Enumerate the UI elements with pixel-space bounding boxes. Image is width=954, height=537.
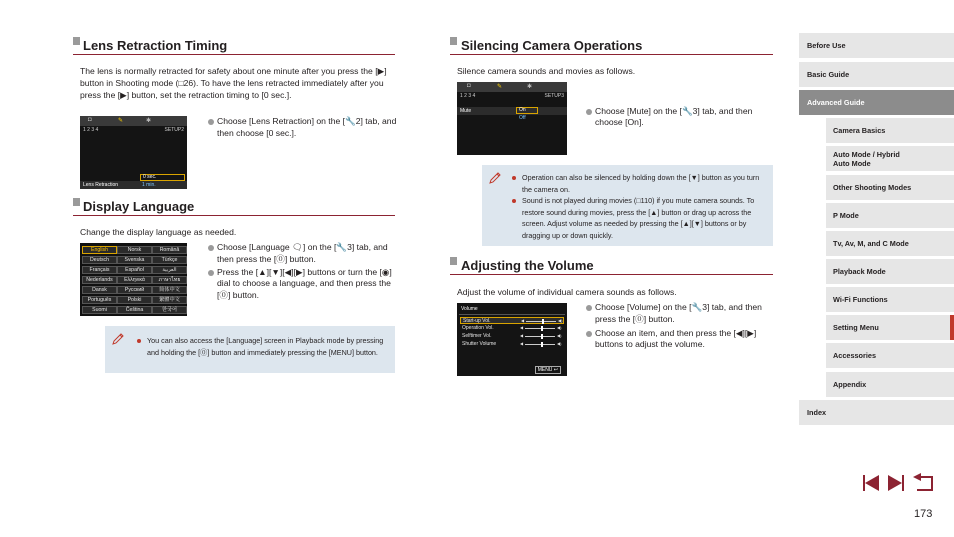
- sidebar-item-camera-basics[interactable]: [826, 118, 954, 143]
- sidebar-item-label: Tv, Av, M, and C Mode: [833, 239, 909, 248]
- language-option: Türkçe: [152, 256, 187, 264]
- silencing-note-1: Operation can also be silenced by holding down the [▼] button as you turn the camera on.: [512, 172, 768, 195]
- volume-level-marker: [541, 342, 543, 347]
- arrow-left-icon: ◀: [521, 318, 525, 323]
- sidebar-item-setting-menu[interactable]: [826, 315, 954, 340]
- lens-step-1: Choose [Lens Retraction] on the [🔧2] tab, and then choose [0 sec.].: [208, 116, 398, 140]
- language-option: Čeština: [117, 306, 152, 314]
- next-page-button[interactable]: [886, 473, 906, 493]
- sidebar-item-auto-mode-hybrid-auto-mode[interactable]: [826, 146, 954, 171]
- language-option: Ελληνικά: [117, 276, 152, 284]
- screen-option-1min: 1 min.: [142, 182, 156, 188]
- section-marker: [450, 37, 457, 45]
- wrench-icon: ✎: [497, 84, 503, 90]
- language-steps: [208, 242, 398, 303]
- language-option: Deutsch: [82, 256, 117, 264]
- volume-row-label: Shutter Volume: [462, 341, 497, 347]
- volume-row-label: Operation Vol.: [462, 325, 494, 331]
- volume-step-1: Choose [Volume] on the [🔧3] tab, and then press the [⓪] button.: [586, 302, 776, 326]
- language-note-box: [105, 326, 395, 373]
- arrow-left-icon: [861, 473, 881, 493]
- pencil-icon: [111, 332, 125, 346]
- sidebar-item-label: Camera Basics: [833, 126, 886, 135]
- language-option: ภาษาไทย: [152, 276, 187, 284]
- language-option: Polski: [117, 296, 152, 304]
- silencing-note-box: [482, 165, 773, 246]
- language-option: Português: [82, 296, 117, 304]
- language-note-text: You can also access the [Language] screen in Playback mode by pressing and holding the [⓪] button and immediately pressing the [MENU] button.: [137, 335, 389, 358]
- speaker-icon: ◀): [557, 333, 562, 338]
- sidebar-item-accessories[interactable]: [826, 343, 954, 368]
- sidebar-item-label: Advanced Guide: [807, 98, 865, 107]
- sidebar-item-label: Index: [807, 408, 827, 417]
- language-option: English: [82, 246, 117, 254]
- language-step-2: Press the [▲][▼][◀][▶] buttons or turn the [◉] dial to choose a language, and then press the [⓪] button.: [208, 267, 398, 302]
- volume-step-2: Choose an item, and then press the [◀][▶] buttons to adjust the volume.: [586, 328, 776, 352]
- language-option: Français: [82, 266, 117, 274]
- volume-row: [460, 333, 564, 340]
- section-marker: [450, 257, 457, 265]
- return-button[interactable]: [912, 473, 934, 493]
- sidebar-item-label: Other Shooting Modes: [833, 183, 912, 192]
- language-intro-text: Change the display language as needed.: [80, 227, 237, 237]
- sidebar-item-p-mode[interactable]: [826, 203, 954, 228]
- sidebar-item-label: Auto Mode / Hybrid Auto Mode: [833, 149, 900, 168]
- speaker-icon: ◀): [557, 341, 562, 346]
- section-underline: [450, 54, 773, 55]
- section-underline: [73, 215, 395, 216]
- screen-tab-numbers: 1 2 3 4: [83, 127, 99, 133]
- sidebar-item-label: Playback Mode: [833, 267, 886, 276]
- volume-row: [460, 325, 564, 332]
- sidebar-item-tv-av-m-and-c-mode[interactable]: [826, 231, 954, 256]
- screen-tab-label: SETUP3: [544, 93, 564, 99]
- camera-icon: ◘: [467, 83, 471, 89]
- screen-selected-row: [457, 107, 567, 115]
- language-option: Română: [152, 246, 187, 254]
- volume-screen: [457, 303, 567, 376]
- section-marker: [73, 37, 80, 45]
- volume-level-marker: [542, 319, 544, 324]
- screen-row-label: Lens Retraction: [83, 182, 119, 188]
- screen-option-on: On: [516, 107, 538, 114]
- language-option: 한국어: [152, 306, 187, 314]
- volume-row: [460, 341, 564, 348]
- camera-icon: ◘: [88, 117, 92, 123]
- language-step-1: Choose [Language 🗨] on the [🔧3] tab, and then press the [⓪] button.: [208, 242, 398, 266]
- current-section-marker: [950, 315, 954, 340]
- silencing-step-1: Choose [Mute] on the [🔧3] tab, and then choose [On].: [586, 106, 776, 130]
- section-title-silencing: Silencing Camera Operations: [461, 38, 643, 53]
- sidebar-item-index[interactable]: [799, 400, 954, 425]
- sidebar-item-label: P Mode: [833, 211, 859, 220]
- language-option: Dansk: [82, 286, 117, 294]
- sidebar-item-basic-guide[interactable]: [799, 62, 954, 87]
- volume-steps: [586, 302, 776, 352]
- volume-level-marker: [541, 326, 543, 331]
- arrow-left-icon: ◀: [520, 325, 524, 330]
- silencing-note-2: Sound is not played during movies (□110) if you mute camera sounds. To restore sound during movies, press the [▲] button or drag up across the screen. Adjust volume as needed by pressing the [▲][▼] buttons or by dragging up or down quickly.: [512, 195, 768, 241]
- mute-screen: [457, 82, 567, 155]
- section-title-volume: Adjusting the Volume: [461, 258, 594, 273]
- pencil-icon: [488, 171, 502, 185]
- arrow-right-icon: [886, 473, 906, 493]
- volume-row-label: Selftimer Vol.: [462, 333, 492, 339]
- lens-intro-text: The lens is normally retracted for safety about one minute after you press the [▶] button in Shooting mode (□26). To have the lens retracted immediately after you press the [▶] button, set the retraction timing to [0 sec.].: [80, 66, 387, 100]
- language-selection-screen: [80, 243, 187, 316]
- star-icon: ✱: [146, 118, 152, 124]
- screen-row-label: Mute: [460, 108, 472, 114]
- language-option: Suomi: [82, 306, 117, 314]
- sidebar-item-label: Accessories: [833, 351, 877, 360]
- arrow-left-icon: ◀: [520, 333, 524, 338]
- language-option: 繁體中文: [152, 296, 187, 304]
- section-underline: [450, 274, 773, 275]
- camera-tab-bar: [80, 116, 187, 126]
- speaker-icon: ◀): [557, 325, 562, 330]
- screen-option-0sec: 0 sec.: [140, 174, 185, 181]
- sidebar-item-label: Before Use: [807, 41, 846, 50]
- silencing-notes-list: [512, 172, 768, 241]
- screen-tab-label: SETUP2: [164, 127, 184, 133]
- star-icon: ✱: [527, 84, 533, 90]
- language-option: Svenska: [117, 256, 152, 264]
- lens-retraction-screen: [80, 116, 187, 189]
- sidebar-item-appendix[interactable]: [826, 372, 954, 397]
- section-marker: [73, 198, 80, 206]
- sidebar-item-before-use[interactable]: [799, 33, 954, 58]
- speaker-icon: ◀): [558, 318, 563, 323]
- screen-divider: [459, 314, 565, 315]
- silencing-intro-text: Silence camera sounds and movies as follows.: [457, 66, 636, 76]
- wrench-icon: ✎: [118, 118, 124, 124]
- volume-intro-text: Adjust the volume of individual camera sounds as follows.: [457, 287, 677, 297]
- page-number: 173: [914, 508, 933, 520]
- language-option: 简体中文: [152, 286, 187, 294]
- menu-return-icon: MENU ↩: [535, 366, 561, 374]
- language-option: Norsk: [117, 246, 152, 254]
- language-option: Español: [117, 266, 152, 274]
- sidebar-item-advanced-guide[interactable]: [799, 90, 954, 115]
- sidebar-item-label: Appendix: [833, 380, 867, 389]
- volume-screen-header: Volume: [461, 306, 478, 312]
- sidebar-item-label: Basic Guide: [807, 70, 850, 79]
- volume-row-label: Start-up Vol.: [463, 318, 491, 324]
- volume-level-marker: [541, 334, 543, 339]
- sidebar-item-other-shooting-modes[interactable]: [826, 175, 954, 200]
- sidebar-item-label: Wi-Fi Functions: [833, 295, 888, 304]
- camera-tab-bar: [457, 82, 567, 92]
- language-option: Русский: [117, 286, 152, 294]
- sidebar-item-wi-fi-functions[interactable]: [826, 287, 954, 312]
- volume-row: [460, 317, 564, 324]
- language-option: Nederlands: [82, 276, 117, 284]
- arrow-left-icon: ◀: [520, 341, 524, 346]
- sidebar-item-playback-mode[interactable]: [826, 259, 954, 284]
- previous-page-button[interactable]: [861, 473, 881, 493]
- section-underline: [73, 54, 395, 55]
- screen-tab-numbers: 1 2 3 4: [460, 93, 476, 99]
- section-title-display-language: Display Language: [83, 199, 195, 214]
- screen-option-off: Off: [519, 115, 526, 121]
- language-option: العربية: [152, 266, 187, 274]
- return-icon: [912, 473, 934, 493]
- section-title-lens-retraction: Lens Retraction Timing: [83, 38, 228, 53]
- sidebar-item-label: Setting Menu: [833, 323, 879, 332]
